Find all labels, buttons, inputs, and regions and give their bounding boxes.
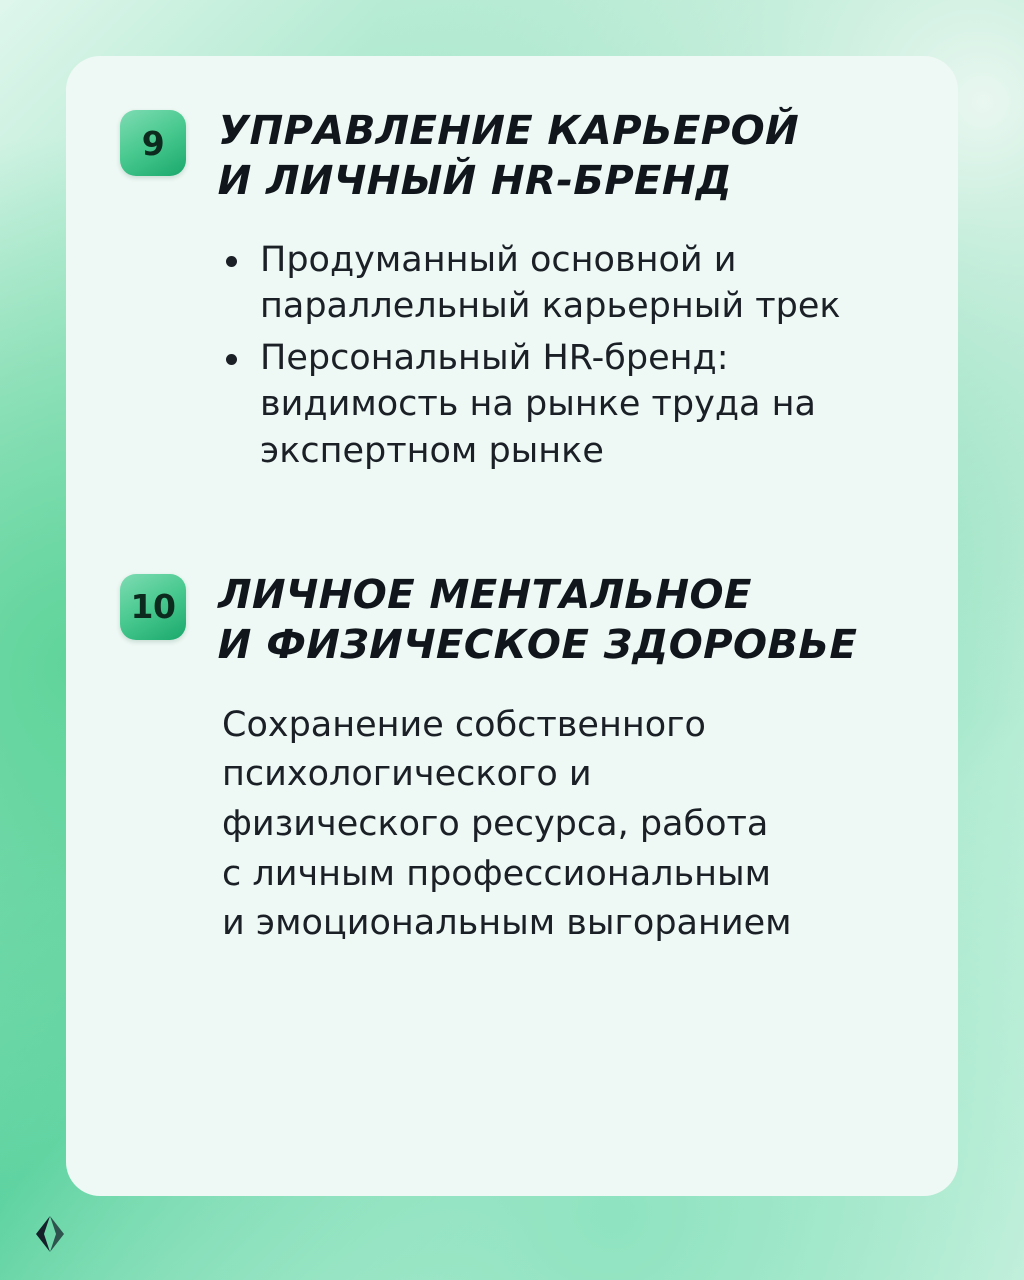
section-10-title-line-1: ЛИЧНОЕ МЕНТАЛЬНОЕ — [218, 571, 753, 618]
paragraph-line-5: и эмоциональным выгоранием — [222, 903, 792, 944]
section-10-title-line-2: И ФИЗИЧЕСКОЕ ЗДОРОВЬЕ — [217, 622, 858, 669]
bullet-1-line-2: параллельный карьерный — [260, 285, 745, 326]
section-9-title-line-2: И ЛИЧНЫЙ HR-БРЕНД — [217, 158, 733, 205]
section-9-header — [120, 106, 904, 207]
paragraph-line-2: психологического и — [222, 754, 592, 795]
bullet-1-line-1: Продуманный основной и — [260, 239, 737, 280]
list-item — [218, 335, 904, 474]
bullet-1-line-3: трек — [755, 285, 841, 326]
paragraph-line-3: физического ресурса, работа — [222, 803, 769, 844]
section-9-bullet-list — [218, 237, 904, 474]
section-9-title — [218, 106, 800, 207]
section-10-header — [120, 570, 904, 671]
section-10-body — [218, 701, 904, 949]
content-card — [66, 56, 958, 1196]
section-10-number-badge: 10 — [120, 574, 186, 640]
list-item — [218, 237, 904, 329]
section-9-body — [218, 237, 904, 474]
bullet-2-line-3: экспертном рынке — [260, 430, 604, 471]
section-10-paragraph — [222, 701, 904, 949]
bullet-2-line-1: Персональный HR-бренд: — [260, 338, 729, 379]
section-9-number-badge: 9 — [120, 110, 186, 176]
section-10 — [120, 570, 904, 949]
diamond-logo-icon — [28, 1212, 72, 1256]
section-10-title — [218, 570, 858, 671]
section-9-title-line-1: УПРАВЛЕНИЕ КАРЬЕРОЙ — [218, 108, 800, 154]
paragraph-line-1: Сохранение собственного — [222, 704, 706, 745]
section-9 — [120, 106, 904, 474]
bullet-2-line-2: видимость на рынке труда на — [260, 384, 816, 425]
paragraph-line-4: с личным профессиональным — [222, 853, 772, 894]
